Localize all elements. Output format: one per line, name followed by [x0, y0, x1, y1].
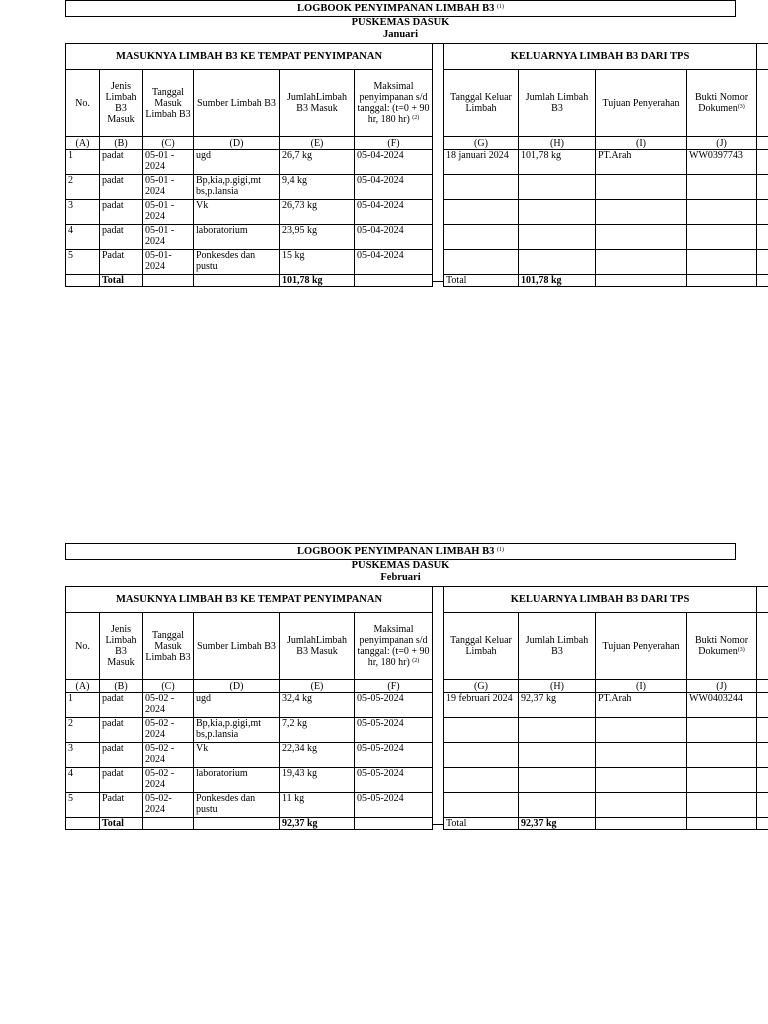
cell-bukti: WW0397743: [687, 150, 757, 175]
cell-jumlah: 7,2 kg: [280, 718, 355, 743]
table-row: [66, 200, 433, 225]
cell-bukti: WW0403244: [687, 693, 757, 718]
cell-keluar: 19 februari 2024: [444, 693, 519, 718]
cell-jenis: padat: [100, 693, 143, 718]
cell-tujuan: [596, 718, 687, 743]
cell-sumber: ugd: [194, 693, 280, 718]
code-i: (I): [596, 137, 687, 150]
cell-jenis: padat: [100, 768, 143, 793]
col-header-no: No.: [66, 70, 100, 137]
col-header-maksimal: Maksimal penyimpanan s/d tanggal: (t=0 + 90 hr, 180 hr) $^{(2)}$: [355, 613, 433, 680]
cell-maks: 05-05-2024: [355, 718, 433, 743]
cell-sumber: Vk: [194, 200, 280, 225]
table-row: [444, 225, 768, 250]
cell-jumlah_keluar: [519, 225, 596, 250]
cell-keluar: 18 januari 2024: [444, 150, 519, 175]
cell-tanggal: 05-02 - 2024: [143, 718, 194, 743]
cell-jumlah: 26,7 kg: [280, 150, 355, 175]
cell-maks: 05-04-2024: [355, 200, 433, 225]
cell-edge: [757, 150, 768, 175]
cell-keluar: [444, 225, 519, 250]
incoming-section-header: MASUKNYA LIMBAH B3 KE TEMPAT PENYIMPANAN: [66, 44, 433, 70]
table-row: [444, 768, 768, 793]
column-codes-row-left: [66, 680, 433, 693]
cell-jumlah: 19,43 kg: [280, 768, 355, 793]
total-label: Total: [100, 275, 143, 287]
cell-maks: 05-04-2024: [355, 225, 433, 250]
cell-no: 1: [66, 693, 100, 718]
cell-sumber: Ponkesdes dan pustu: [194, 250, 280, 275]
cell-jenis: padat: [100, 150, 143, 175]
cell-no: 2: [66, 718, 100, 743]
table-row: [66, 150, 433, 175]
cell-tujuan: [596, 225, 687, 250]
cell-jumlah_keluar: [519, 718, 596, 743]
column-codes-row-right: [444, 680, 768, 693]
col-header-jenis: Jenis Limbah B3 Masuk: [100, 613, 143, 680]
cell-jumlah: 26,73 kg: [280, 200, 355, 225]
cell-jenis: padat: [100, 225, 143, 250]
cell-keluar: [444, 768, 519, 793]
cell-no: 3: [66, 743, 100, 768]
cell-jumlah: 9,4 kg: [280, 175, 355, 200]
cell-edge: [757, 793, 768, 818]
cell-tujuan: [596, 250, 687, 275]
code-e: (E): [280, 137, 355, 150]
cell-maks: 05-04-2024: [355, 250, 433, 275]
cell-tanggal: 05-01 - 2024: [143, 225, 194, 250]
cell-tanggal: 05-02 - 2024: [143, 743, 194, 768]
cell-maks: 05-04-2024: [355, 175, 433, 200]
cell-bukti: [687, 768, 757, 793]
table-row: [444, 718, 768, 743]
cell-sumber: Ponkesdes dan pustu: [194, 793, 280, 818]
cell-tujuan: PT.Arah: [596, 693, 687, 718]
code-e: (E): [280, 680, 355, 693]
cell-bukti: [687, 743, 757, 768]
cell-jenis: padat: [100, 718, 143, 743]
cell-tanggal: 05-02 - 2024: [143, 768, 194, 793]
code-i: (I): [596, 680, 687, 693]
cell-edge: [757, 225, 768, 250]
col-header-jumlah-masuk: JumlahLimbah B3 Masuk: [280, 613, 355, 680]
table-row: [444, 200, 768, 225]
cell-jumlah_keluar: 101,78 kg: [519, 150, 596, 175]
code-g: (G): [444, 680, 519, 693]
table-row: [66, 225, 433, 250]
col-header-tanggal-masuk: Tanggal Masuk Limbah B3: [143, 613, 194, 680]
col-header-jumlah-keluar: Jumlah Limbah B3: [519, 613, 596, 680]
incoming-waste-table: [65, 43, 433, 287]
cell-bukti: [687, 225, 757, 250]
col-header-jumlah-masuk: JumlahLimbah B3 Masuk: [280, 70, 355, 137]
code-d: (D): [194, 680, 280, 693]
cell-jumlah_keluar: 92,37 kg: [519, 693, 596, 718]
col-header-tujuan: Tujuan Penyerahan: [596, 613, 687, 680]
cell-maks: 05-05-2024: [355, 743, 433, 768]
cell-jenis: padat: [100, 175, 143, 200]
facility-name: PUSKEMAS DASUK: [351, 560, 450, 571]
facility-name: PUSKEMAS DASUK: [351, 17, 450, 28]
col-header-sumber: Sumber Limbah B3: [194, 613, 280, 680]
cell-tujuan: PT.Arah: [596, 150, 687, 175]
cell-jumlah: 22,34 kg: [280, 743, 355, 768]
table-row: [66, 693, 433, 718]
total-keluar-label: Total: [444, 275, 519, 287]
cell-keluar: [444, 175, 519, 200]
col-header-bukti: Bukti Nomor Dokumen$^{(3)}$: [687, 613, 757, 680]
code-h: (H): [519, 137, 596, 150]
col-header-jenis: Jenis Limbah B3 Masuk: [100, 70, 143, 137]
table-row: [444, 743, 768, 768]
code-a: (A): [66, 137, 100, 150]
logbook-title: LOGBOOK PENYIMPANAN LIMBAH B3 $^{(1)}$: [65, 0, 736, 17]
total-row-right: [444, 275, 768, 287]
cell-sumber: ugd: [194, 150, 280, 175]
cell-edge: [757, 743, 768, 768]
table-row: [66, 793, 433, 818]
month-label: Januari: [382, 29, 418, 40]
cell-jumlah: 11 kg: [280, 793, 355, 818]
logbook-title: LOGBOOK PENYIMPANAN LIMBAH B3 $^{(1)}$: [65, 543, 736, 560]
cell-jumlah_keluar: [519, 200, 596, 225]
cell-tujuan: [596, 743, 687, 768]
total-masuk-value: 101,78 kg: [280, 275, 355, 287]
cell-no: 2: [66, 175, 100, 200]
cell-jenis: Padat: [100, 250, 143, 275]
cell-no: 4: [66, 768, 100, 793]
table-row: [444, 150, 768, 175]
code-c: (C): [143, 680, 194, 693]
cell-tujuan: [596, 175, 687, 200]
cell-bukti: [687, 200, 757, 225]
cell-maks: 05-05-2024: [355, 768, 433, 793]
table-row: [66, 718, 433, 743]
table-row: [66, 250, 433, 275]
cell-tanggal: 05-01 - 2024: [143, 175, 194, 200]
code-d: (D): [194, 137, 280, 150]
total-masuk-value: 92,37 kg: [280, 818, 355, 830]
cell-edge: [757, 175, 768, 200]
code-b: (B): [100, 137, 143, 150]
total-label: Total: [100, 818, 143, 830]
cell-tanggal: 05-01- 2024: [143, 250, 194, 275]
cell-no: 1: [66, 150, 100, 175]
outgoing-waste-table: [443, 43, 768, 287]
table-row: [66, 768, 433, 793]
cell-edge: [757, 768, 768, 793]
cell-no: 5: [66, 793, 100, 818]
cell-sumber: Bp,kia,p.gigi,mt bs,p.lansia: [194, 175, 280, 200]
col-header-tujuan: Tujuan Penyerahan: [596, 70, 687, 137]
cell-jenis: padat: [100, 200, 143, 225]
cell-edge: [757, 200, 768, 225]
col-header-tanggal-keluar: Tanggal Keluar Limbah: [444, 613, 519, 680]
cell-keluar: [444, 250, 519, 275]
cell-sumber: Vk: [194, 743, 280, 768]
cell-no: 5: [66, 250, 100, 275]
cell-keluar: [444, 718, 519, 743]
cell-keluar: [444, 200, 519, 225]
col-header-bukti: Bukti Nomor Dokumen$^{(3)}$: [687, 70, 757, 137]
col-header-tanggal-keluar: Tanggal Keluar Limbah: [444, 70, 519, 137]
cell-jumlah_keluar: [519, 175, 596, 200]
code-j: (J): [687, 137, 757, 150]
total-row-right: [444, 818, 768, 830]
cell-sumber: laboratorium: [194, 768, 280, 793]
cell-maks: 05-05-2024: [355, 793, 433, 818]
col-header-maksimal: Maksimal penyimpanan s/d tanggal: (t=0 + 90 hr, 180 hr) $^{(2)}$: [355, 70, 433, 137]
cell-tujuan: [596, 768, 687, 793]
column-codes-row-right: [444, 137, 768, 150]
cell-maks: 05-05-2024: [355, 693, 433, 718]
code-g: (G): [444, 137, 519, 150]
cell-no: 4: [66, 225, 100, 250]
table-row: [66, 743, 433, 768]
code-b: (B): [100, 680, 143, 693]
cell-keluar: [444, 793, 519, 818]
code-h: (H): [519, 680, 596, 693]
cell-sumber: Bp,kia,p.gigi,mt bs,p.lansia: [194, 718, 280, 743]
cell-tanggal: 05-02 - 2024: [143, 693, 194, 718]
cell-tanggal: 05-01 - 2024: [143, 200, 194, 225]
cell-tujuan: [596, 200, 687, 225]
table-row: [444, 793, 768, 818]
cell-maks: 05-04-2024: [355, 150, 433, 175]
cell-jumlah_keluar: [519, 743, 596, 768]
cell-sumber: laboratorium: [194, 225, 280, 250]
table-row: [444, 250, 768, 275]
code-f: (F): [355, 680, 433, 693]
table-row: [444, 693, 768, 718]
cell-no: 3: [66, 200, 100, 225]
cell-jenis: Padat: [100, 793, 143, 818]
total-row-left: [66, 275, 433, 287]
cell-bukti: [687, 718, 757, 743]
outgoing-section-header: KELUARNYA LIMBAH B3 DARI TPS: [444, 44, 757, 70]
cell-bukti: [687, 250, 757, 275]
code-f: (F): [355, 137, 433, 150]
total-keluar-value: 92,37 kg: [519, 818, 596, 830]
total-keluar-value: 101,78 kg: [519, 275, 596, 287]
cell-edge: [757, 250, 768, 275]
cell-jumlah_keluar: [519, 768, 596, 793]
cell-jumlah: 23,95 kg: [280, 225, 355, 250]
cell-jumlah: 32,4 kg: [280, 693, 355, 718]
cell-keluar: [444, 743, 519, 768]
column-codes-row-left: [66, 137, 433, 150]
col-header-jumlah-keluar: Jumlah Limbah B3: [519, 70, 596, 137]
cell-jumlah_keluar: [519, 793, 596, 818]
incoming-waste-table: [65, 586, 433, 830]
month-label: Februari: [380, 572, 421, 583]
cell-edge: [757, 718, 768, 743]
col-header-tanggal-masuk: Tanggal Masuk Limbah B3: [143, 70, 194, 137]
incoming-section-header: MASUKNYA LIMBAH B3 KE TEMPAT PENYIMPANAN: [66, 587, 433, 613]
cell-bukti: [687, 793, 757, 818]
code-j: (J): [687, 680, 757, 693]
outgoing-section-header: KELUARNYA LIMBAH B3 DARI TPS: [444, 587, 757, 613]
table-row: [66, 175, 433, 200]
cell-jumlah_keluar: [519, 250, 596, 275]
outgoing-waste-table: [443, 586, 768, 830]
code-a: (A): [66, 680, 100, 693]
cell-tanggal: 05-01 - 2024: [143, 150, 194, 175]
total-keluar-label: Total: [444, 818, 519, 830]
col-header-sumber: Sumber Limbah B3: [194, 70, 280, 137]
cell-tanggal: 05-02- 2024: [143, 793, 194, 818]
cell-bukti: [687, 175, 757, 200]
table-row: [444, 175, 768, 200]
col-header-no: No.: [66, 613, 100, 680]
total-row-left: [66, 818, 433, 830]
code-c: (C): [143, 137, 194, 150]
cell-edge: [757, 693, 768, 718]
cell-jenis: padat: [100, 743, 143, 768]
cell-tujuan: [596, 793, 687, 818]
cell-jumlah: 15 kg: [280, 250, 355, 275]
